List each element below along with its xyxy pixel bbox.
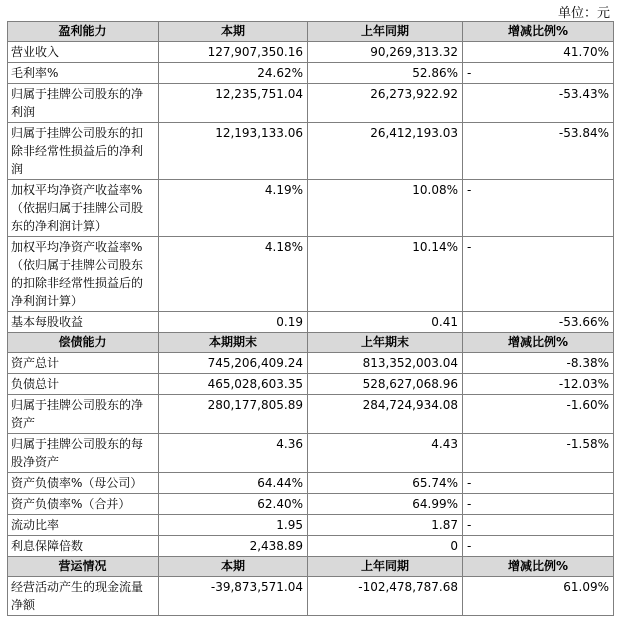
section-header-profitability [8,22,614,42]
header-category: 营运情况 [8,557,159,577]
row-label: 毛利率% [8,63,159,84]
table-row [8,577,614,616]
current-value: 745,206,409.24 [159,353,308,374]
table-row [8,42,614,63]
unit-label: 单位：元 [557,6,610,21]
change-value: -53.66% [463,312,614,333]
current-value: 64.44% [159,473,308,494]
row-label: 基本每股收益 [8,312,159,333]
change-value: -53.84% [463,123,614,180]
change-value: - [463,180,614,237]
row-label: 经营活动产生的现金流量净额 [8,577,159,616]
previous-value: 52.86% [308,63,463,84]
change-value: - [463,473,614,494]
header-previous: 上年同期 [308,22,463,42]
table-row [8,515,614,536]
row-label: 营业收入 [8,42,159,63]
row-label: 利息保障倍数 [8,536,159,557]
change-value: -12.03% [463,374,614,395]
previous-value: 26,412,193.03 [308,123,463,180]
change-value: -8.38% [463,353,614,374]
current-value: 465,028,603.35 [159,374,308,395]
current-value: 1.95 [159,515,308,536]
row-label: 归属于挂牌公司股东的净资产 [8,395,159,434]
table-row [8,434,614,473]
table-row [8,473,614,494]
current-value: 4.18% [159,237,308,312]
current-value: 12,235,751.04 [159,84,308,123]
table-row [8,494,614,515]
table-row [8,237,614,312]
current-value: 2,438.89 [159,536,308,557]
previous-value: -102,478,787.68 [308,577,463,616]
change-value: 61.09% [463,577,614,616]
previous-value: 4.43 [308,434,463,473]
change-value: -1.60% [463,395,614,434]
previous-value: 528,627,068.96 [308,374,463,395]
previous-value: 1.87 [308,515,463,536]
previous-value: 10.08% [308,180,463,237]
financial-indicators-table [7,21,614,616]
change-value: - [463,237,614,312]
previous-value: 26,273,922.92 [308,84,463,123]
previous-value: 0 [308,536,463,557]
row-label: 负债总计 [8,374,159,395]
header-category: 盈利能力 [8,22,159,42]
section-header-solvency [8,333,614,353]
row-label: 加权平均净资产收益率%（依据归属于挂牌公司股东的净利润计算） [8,180,159,237]
previous-value: 284,724,934.08 [308,395,463,434]
table-row [8,123,614,180]
current-value: -39,873,571.04 [159,577,308,616]
header-current: 本期 [159,557,308,577]
table-row [8,536,614,557]
row-label: 归属于挂牌公司股东的每股净资产 [8,434,159,473]
header-current: 本期 [159,22,308,42]
table-row [8,84,614,123]
row-label: 归属于挂牌公司股东的扣除非经常性损益后的净利润 [8,123,159,180]
change-value: - [463,515,614,536]
previous-value: 10.14% [308,237,463,312]
header-category: 偿债能力 [8,333,159,353]
table-row [8,374,614,395]
change-value: - [463,63,614,84]
current-value: 62.40% [159,494,308,515]
header-previous: 上年同期 [308,557,463,577]
row-label: 资产负债率%（母公司） [8,473,159,494]
header-change: 增减比例% [463,22,614,42]
current-value: 0.19 [159,312,308,333]
change-value: -1.58% [463,434,614,473]
row-label: 资产负债率%（合并） [8,494,159,515]
row-label: 归属于挂牌公司股东的净利润 [8,84,159,123]
current-value: 24.62% [159,63,308,84]
current-value: 4.36 [159,434,308,473]
header-change: 增减比例% [463,557,614,577]
row-label: 加权平均净资产收益率%（依归属于挂牌公司股东的扣除非经常性损益后的净利润计算） [8,237,159,312]
table-body [8,22,614,616]
table-row [8,353,614,374]
previous-value: 813,352,003.04 [308,353,463,374]
header-previous: 上年期末 [308,333,463,353]
change-value: - [463,494,614,515]
row-label: 资产总计 [8,353,159,374]
section-header-operations [8,557,614,577]
change-value: - [463,536,614,557]
row-label: 流动比率 [8,515,159,536]
current-value: 127,907,350.16 [159,42,308,63]
change-value: 41.70% [463,42,614,63]
table-row [8,395,614,434]
table-row [8,180,614,237]
change-value: -53.43% [463,84,614,123]
previous-value: 90,269,313.32 [308,42,463,63]
current-value: 12,193,133.06 [159,123,308,180]
table-row [8,312,614,333]
previous-value: 64.99% [308,494,463,515]
header-change: 增减比例% [463,333,614,353]
header-current: 本期期末 [159,333,308,353]
current-value: 280,177,805.89 [159,395,308,434]
previous-value: 65.74% [308,473,463,494]
table-row [8,63,614,84]
previous-value: 0.41 [308,312,463,333]
current-value: 4.19% [159,180,308,237]
